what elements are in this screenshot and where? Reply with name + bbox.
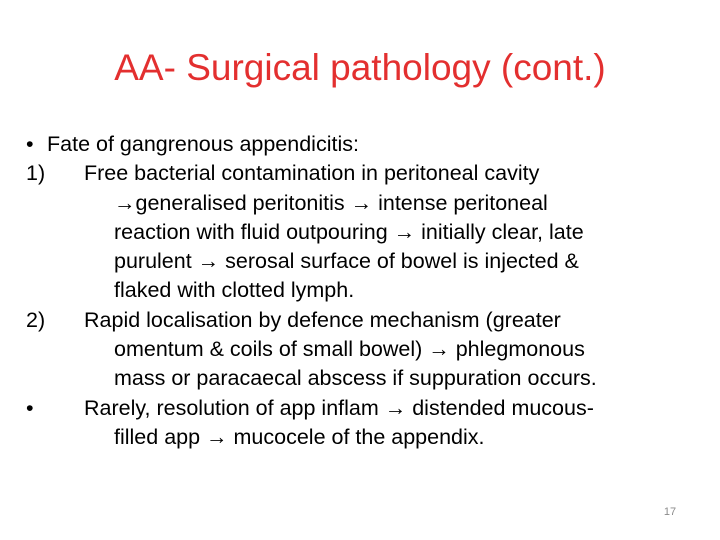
intro-text: Fate of gangrenous appendicitis:	[47, 132, 359, 156]
point-2-text	[84, 306, 696, 394]
point-1-line: Free bacterial contamination in peritoneal cavity	[84, 161, 540, 186]
point-1-line: purulent → serosal surface of bowel is injected &	[114, 249, 579, 274]
point-2-line: omentum & coils of small bowel) → phlegmonous	[114, 337, 585, 362]
point-2-line: mass or paracaecal abscess if suppuration occurs.	[114, 366, 597, 391]
point-1-line: →generalised peritonitis → intense peritoneal	[114, 190, 548, 215]
point-1-line: flaked with clotted lymph.	[114, 278, 355, 303]
point-1	[26, 159, 696, 305]
slide-body	[26, 130, 696, 452]
bullet-marker: •	[26, 132, 34, 156]
slide-title: AA- Surgical pathology (cont.)	[114, 47, 606, 88]
point-2-marker: 2)	[26, 307, 46, 332]
point-1-line: reaction with fluid outpouring → initially clear, late	[114, 219, 584, 244]
point-3-text	[84, 394, 696, 453]
point-3-marker: •	[26, 395, 34, 420]
point-3-line: filled app → mucocele of the appendix.	[114, 424, 485, 449]
point-2	[26, 306, 696, 394]
intro-bullet	[26, 130, 696, 159]
point-2-line: Rapid localisation by defence mechanism (greater	[84, 307, 561, 332]
point-3-line: Rarely, resolution of app inflam → distended mucous-	[84, 395, 594, 420]
point-1-marker: 1)	[26, 161, 46, 186]
point-1-text	[84, 159, 696, 305]
point-3	[26, 394, 696, 453]
page-number: 17	[663, 506, 677, 518]
